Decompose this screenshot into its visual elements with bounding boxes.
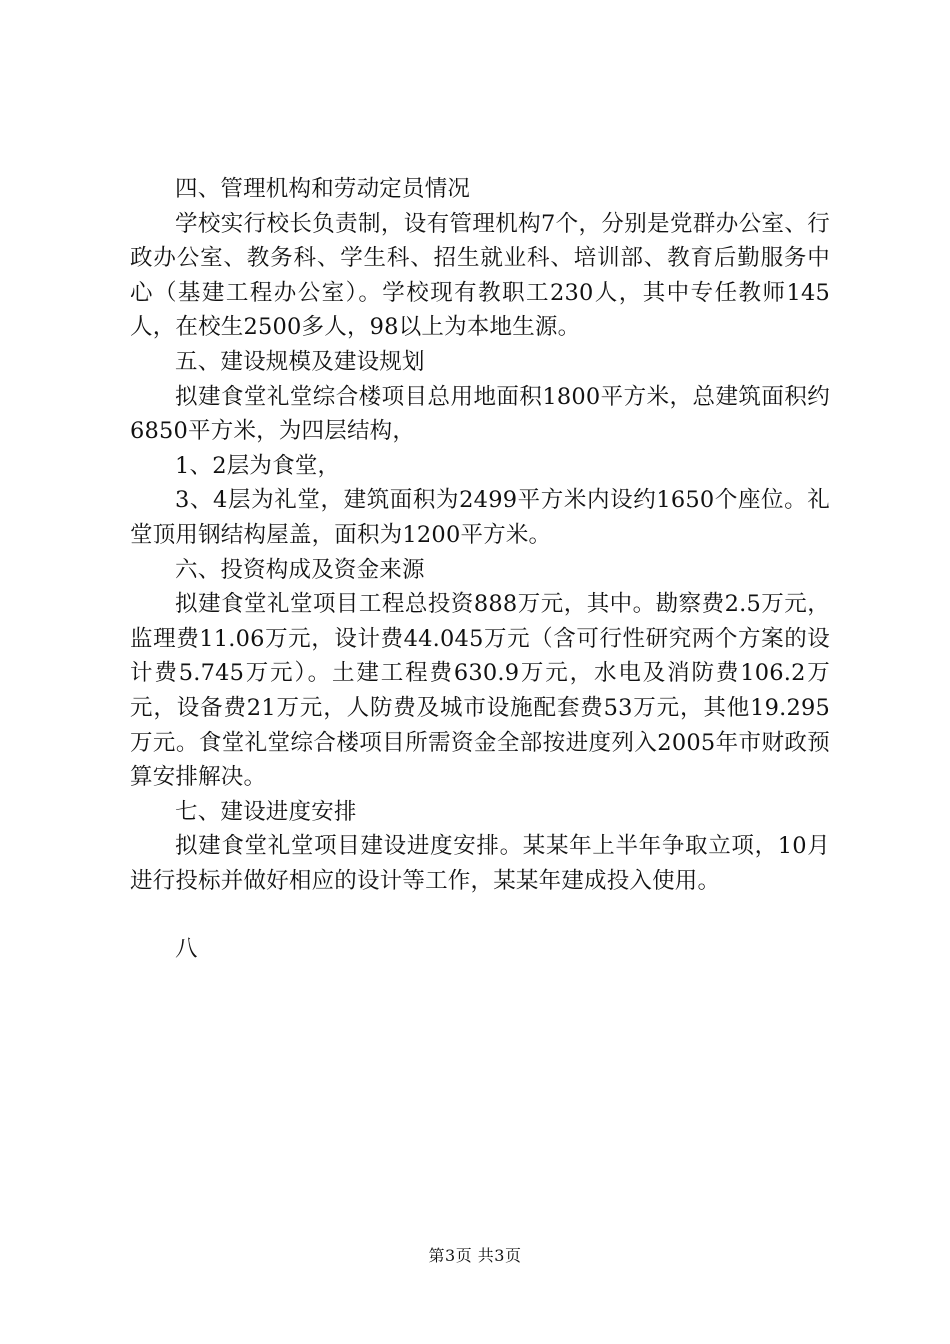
paragraph-gap — [130, 898, 830, 932]
section-heading: 五、建设规模及建设规划 — [175, 348, 425, 375]
body-paragraph: 拟建食堂礼堂项目工程总投资888万元，其中。勘察费2.5万元，监理费11.06万元，设计费44.045万元（含可行性研究两个方案的设计费5.745万元）。土建工程费630.9万元，水电及消防费106.2万元，设备费21万元，人防费及城市设施配套费53万元，其他19.295万元。食堂礼堂综合楼项目所需资金全部按进度列入2005年市财政预算安排解决。 — [130, 591, 830, 791]
section-heading: 六、投资构成及资金来源 — [175, 556, 425, 583]
body-paragraph: 3、4层为礼堂，建筑面积为2499平方米内设约1650个座位。礼堂顶用钢结构屋盖，面积为1200平方米。 — [130, 487, 830, 548]
body-paragraph: 1、2层为食堂， — [175, 452, 341, 479]
body-paragraph: 学校实行校长负责制，设有管理机构7个，分别是党群办公室、行政办公室、教务科、学生科、招生就业科、培训部、教育后勤服务中心（基建工程办公室）。学校现有教职工230人，其中专任教师145人，在校生2500多人，98以上为本地生源。 — [130, 210, 830, 341]
body-paragraph: 拟建食堂礼堂综合楼项目总用地面积1800平方米，总建筑面积约6850平方米，为四层结构， — [130, 383, 830, 445]
document-body — [130, 172, 830, 967]
body-paragraph: 拟建食堂礼堂项目建设进度安排。某某年上半年争取立项，10月进行投标并做好相应的设计等工作，某某年建成投入使用。 — [130, 833, 830, 894]
section-heading: 四、管理机构和劳动定员情况 — [175, 176, 471, 202]
section-heading: 八 — [175, 936, 198, 963]
page-footer: 第3页 共3页 — [428, 1246, 522, 1265]
section-heading: 七、建设进度安排 — [175, 798, 357, 825]
